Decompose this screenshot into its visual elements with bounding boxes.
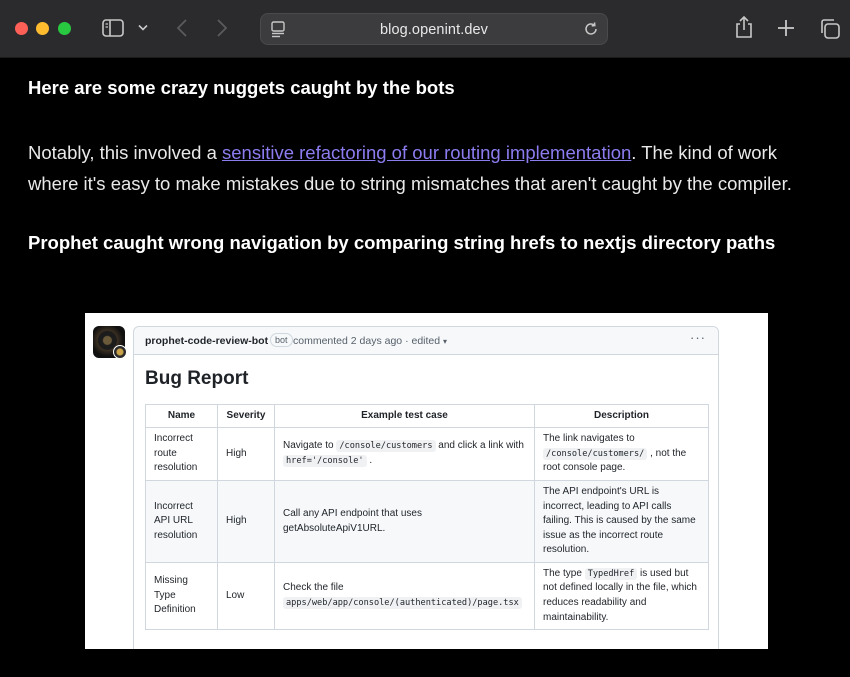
- comment-timestamp: commented 2 days ago · edited: [293, 335, 441, 347]
- column-header: Description: [535, 405, 709, 428]
- cell-text: The type: [543, 567, 585, 579]
- forward-arrow-icon[interactable]: [216, 19, 228, 37]
- bot-avatar-badge: [113, 345, 127, 359]
- cell-text: .: [366, 455, 373, 466]
- paragraph-text: . The kind of work where it's easy to make mistakes due to string mismatches that aren't caught by the compiler.: [28, 142, 792, 194]
- bot-badge: bot: [270, 333, 293, 347]
- table-row: [146, 563, 709, 630]
- test-case-cell: Call any API endpoint that uses getAbsoluteApiV1URL.: [275, 481, 535, 563]
- section-heading-prophet: Prophet caught wrong navigation by comparing string hrefs to nextjs directory paths: [28, 232, 776, 253]
- table-row: [146, 428, 709, 481]
- inline-code: href='/console': [283, 455, 367, 467]
- tab-overview-icon[interactable]: [819, 18, 840, 39]
- cell-text: Navigate to: [283, 440, 337, 452]
- bug-name-cell: Incorrect API URL resolution: [146, 481, 218, 563]
- bug-name-cell: Missing Type Definition: [146, 563, 218, 630]
- description-cell: [535, 428, 709, 481]
- bug-report-screenshot: [85, 313, 768, 649]
- page-content: [0, 58, 850, 677]
- test-case-cell: [275, 428, 535, 481]
- paragraph-text: Notably, this involved a: [28, 142, 223, 163]
- comment-author: prophet-code-review-bot: [145, 335, 269, 347]
- routing-refactor-link[interactable]: sensitive refactoring of our routing implementation: [222, 142, 632, 163]
- comment-meta: [293, 335, 447, 347]
- bug-report-title: Bug Report: [145, 368, 249, 389]
- address-bar[interactable]: [260, 13, 608, 45]
- new-tab-icon[interactable]: [777, 19, 795, 37]
- section-heading-nuggets: Here are some crazy nuggets caught by the bots: [28, 77, 455, 98]
- description-cell: The API endpoint's URL is incorrect, leading to API calls failing. This is caused by the same issue as the incorrect route resolution.: [535, 481, 709, 563]
- severity-cell: Low: [218, 563, 275, 630]
- comment-card: [133, 326, 719, 649]
- column-header: Name: [146, 405, 218, 428]
- test-case-cell: [275, 563, 535, 630]
- minimize-window-button[interactable]: [36, 22, 49, 35]
- bug-name-cell: Incorrect route resolution: [146, 428, 218, 481]
- cell-text: The link navigates to: [543, 433, 635, 445]
- share-icon[interactable]: [735, 16, 753, 38]
- chevron-down-icon[interactable]: [138, 24, 148, 32]
- zoom-window-button[interactable]: [58, 22, 71, 35]
- cell-text: is used but not defined locally in the file, which reduces readability and maintainability.: [543, 567, 697, 623]
- reload-icon[interactable]: [583, 21, 599, 42]
- cell-text: Check the file: [283, 582, 344, 594]
- description-cell: [535, 563, 709, 630]
- back-arrow-icon[interactable]: [176, 19, 188, 37]
- comment-header: [134, 327, 718, 355]
- sidebar-icon[interactable]: [102, 19, 124, 37]
- more-options-icon: ···: [690, 330, 706, 345]
- column-header: Example test case: [275, 405, 535, 428]
- bug-report-table: [145, 404, 709, 630]
- intro-paragraph: [28, 137, 828, 199]
- inline-code: apps/web/app/console/(authenticated)/page.tsx: [283, 597, 522, 609]
- table-header-row: [146, 405, 709, 428]
- browser-toolbar: [0, 0, 850, 58]
- cell-text: and click a link with: [435, 440, 524, 452]
- inline-code: /console/customers/: [543, 448, 647, 460]
- inline-code: /console/customers: [336, 440, 435, 452]
- url-text: blog.openint.dev: [379, 22, 489, 38]
- cell-text: , not the root console page.: [543, 447, 687, 474]
- severity-cell: High: [218, 481, 275, 563]
- inline-code: TypedHref: [585, 568, 638, 580]
- table-row: [146, 481, 709, 563]
- chevron-down-icon: ▾: [443, 337, 448, 346]
- severity-cell: High: [218, 428, 275, 481]
- column-header: Severity: [218, 405, 275, 428]
- close-window-button[interactable]: [15, 22, 28, 35]
